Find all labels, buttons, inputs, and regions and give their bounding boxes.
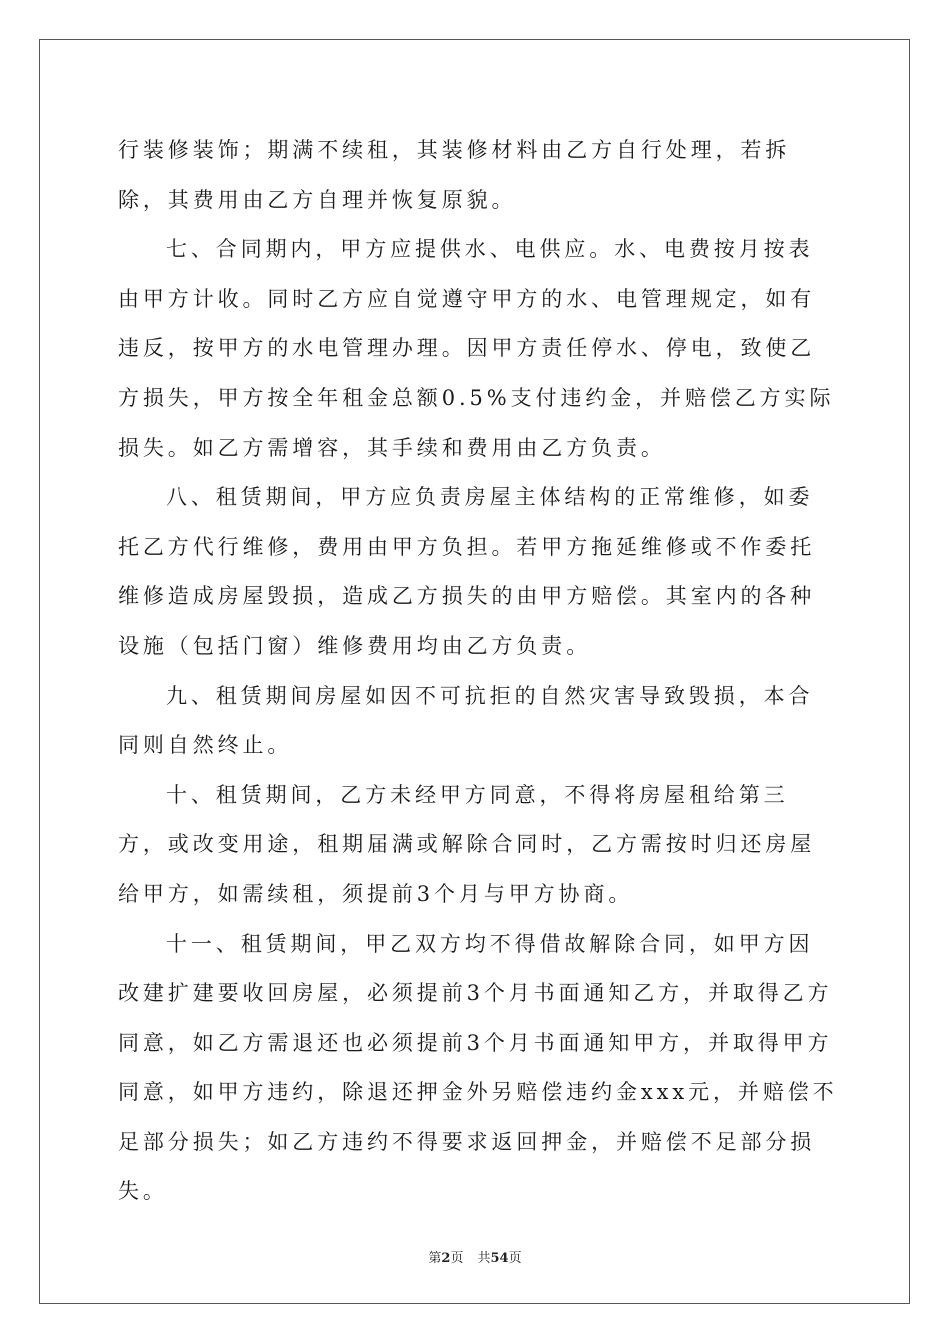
paragraph-clause-11: 十一、租赁期间，甲乙双方均不得借故解除合同，如甲方因改建扩建要收回房屋，必须提前3个月书面通知乙方，并取得乙方同意，如乙方需退还也必须提前3个月书面通知甲方，并取得甲方同意，如甲方违约，除退还押金外另赔偿违约金xxx元，并赔偿不足部分损失；如乙方违约不得要求返回押金，并赔偿不足部分损失。 [118, 931, 838, 1204]
paragraph-clause-9: 九、租赁期间房屋如因不可抗拒的自然灾害导致毁损，本合同则自然终止。 [118, 683, 814, 758]
total-prefix: 共 [477, 1251, 491, 1266]
page-number: 2 [441, 1251, 451, 1266]
total-pages: 54 [490, 1251, 509, 1266]
total-suffix: 页 [508, 1251, 522, 1266]
page-suffix: 页 [450, 1251, 464, 1266]
page-prefix: 第 [428, 1251, 442, 1266]
paragraph-clause-8: 八、租赁期间，甲方应负责房屋主体结构的正常维修，如委托乙方代行维修，费用由甲方负担。若甲方拖延维修或不作委托维修造成房屋毁损，造成乙方损失的由甲方赔偿。其室内的各种设施（包括门窗）维修费用均由乙方负责。 [118, 485, 816, 658]
page-footer [0, 1247, 950, 1266]
paragraph-clause-10: 十、租赁期间，乙方未经甲方同意，不得将房屋租给第三方，或改变用途，租期届满或解除合同时，乙方需按时归还房屋给甲方，如需续租，须提前3个月与甲方协商。 [118, 782, 816, 906]
paragraph-continuation: 行装修装饰；期满不续租，其装修材料由乙方自行处理，若拆除，其费用由乙方自理并恢复原貌。 [118, 138, 791, 212]
paragraph-clause-7: 七、合同期内，甲方应提供水、电供应。水、电费按月按表由甲方计收。同时乙方应自觉遵守甲方的水、电管理规定，如有违反，按甲方的水电管理办理。因甲方责任停水、停电，致使乙方损失，甲方按全年租金总额0.5%支付违约金，并赔偿乙方实际损失。如乙方需增容，其手续和费用由乙方负责。 [118, 237, 835, 460]
document-body [118, 126, 838, 1217]
